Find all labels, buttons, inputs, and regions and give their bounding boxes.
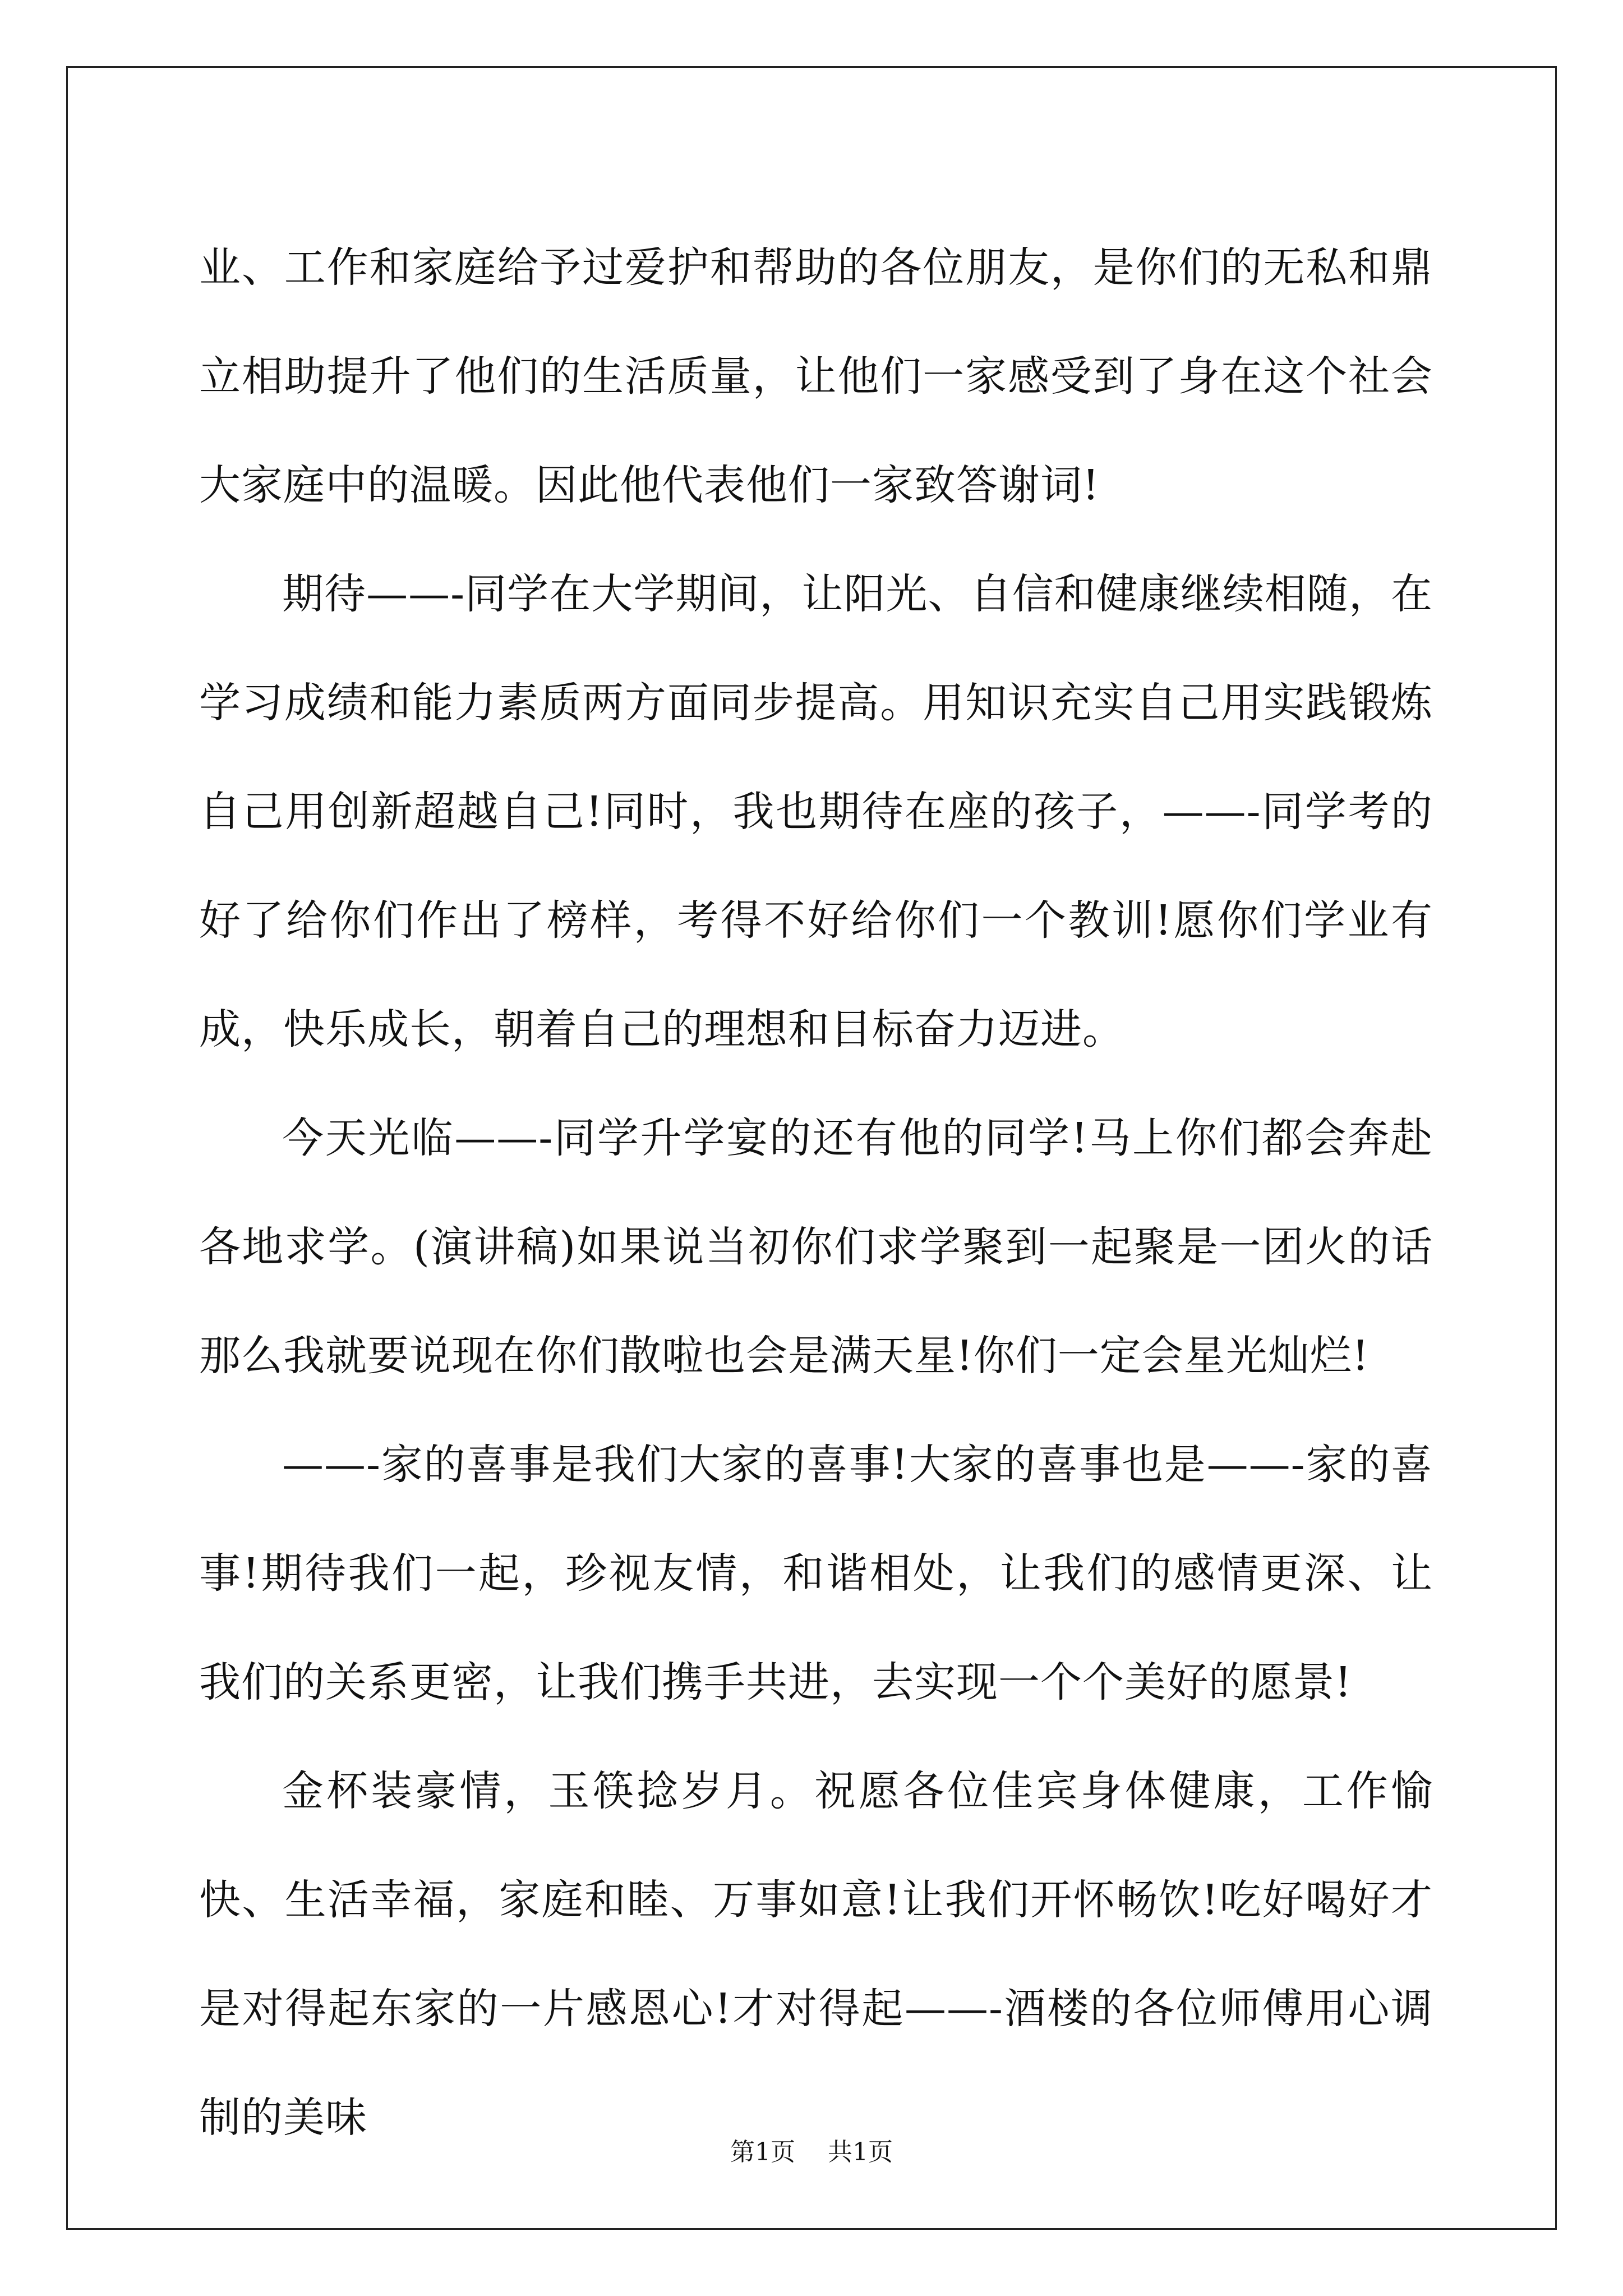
page-footer	[0, 2132, 1623, 2168]
page-number: 第1页	[730, 2138, 795, 2166]
paragraph: ——-家的喜事是我们大家的喜事!大家的喜事也是——-家的喜事!期待我们一起，珍视友情，和谐相处，让我们的感情更深、让我们的关系更密，让我们携手共进，去实现一个个美好的愿景!	[199, 1441, 1433, 1706]
paragraph: 业、工作和家庭给予过爱护和帮助的各位朋友，是你们的无私和鼎立相助提升了他们的生活质量，让他们一家感受到了身在这个社会大家庭中的温暖。因此他代表他们一家致答谢词!	[199, 243, 1433, 509]
paragraph: 今天光临——-同学升学宴的还有他的同学!马上你们都会奔赴各地求学。(演讲稿)如果说当初你们求学聚到一起聚是一团火的话那么我就要说现在你们散啦也会是满天星!你们一定会星光灿烂!	[199, 1114, 1433, 1380]
paragraph: 期待——-同学在大学期间，让阳光、自信和健康继续相随，在学习成绩和能力素质两方面同步提高。用知识充实自己用实践锻炼自己用创新超越自己!同时，我也期待在座的孩子，——-同学考的好了给你们作出了榜样，考得不好给你们一个教训!愿你们学业有成，快乐成长，朝着自己的理想和目标奋力迈进。	[199, 570, 1433, 1053]
page-total: 共1页	[828, 2138, 893, 2166]
document-body	[199, 213, 1433, 2172]
paragraph: 金杯装豪情，玉筷捻岁月。祝愿各位佳宾身体健康，工作愉快、生活幸福，家庭和睦、万事如意!让我们开怀畅饮!吃好喝好才是对得起东家的一片感恩心!才对得起——-酒楼的各位师傅用心调制的美味	[199, 1767, 1433, 2142]
